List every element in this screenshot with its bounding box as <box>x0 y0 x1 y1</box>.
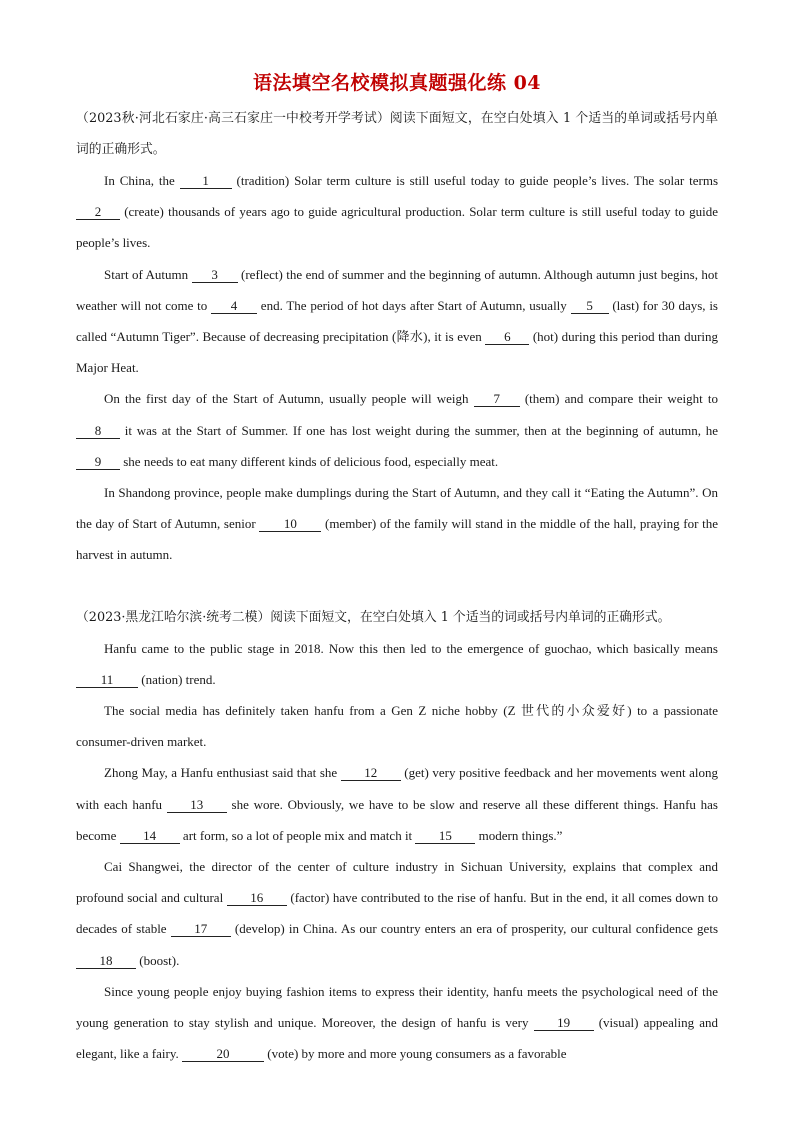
answer-blank-10[interactable]: 10 <box>259 516 321 532</box>
answer-blank-15[interactable]: 15 <box>415 828 475 844</box>
answer-blank-6[interactable]: 6 <box>485 329 529 345</box>
document-body <box>76 103 718 1069</box>
passage-paragraph: Zhong May, a Hanfu enthusiast said that she 12 (get) very positive feedback and her movements went along with each hanfu 13 she wore. Obviously, we have to be slow and reserve all these different things. Hanfu has become 14 art form, so a lot of people mix and match it 15 modern things.” <box>76 765 718 843</box>
section-gap <box>76 571 718 602</box>
passage-paragraph: Start of Autumn 3 (reflect) the end of summer and the beginning of autumn. Although autumn just begins, hot weather will not come to 4 end. The period of hot days after Start of Autumn, usually 5 (last) for 30 days, is called “Autumn Tiger”. Because of decreasing precipitation (降水), it is even 6 (hot) during this period than during Major Heat. <box>76 266 719 376</box>
answer-blank-9[interactable]: 9 <box>76 454 120 470</box>
answer-blank-16[interactable]: 16 <box>227 890 287 906</box>
answer-blank-17[interactable]: 17 <box>171 921 231 937</box>
answer-blank-12[interactable]: 12 <box>341 765 401 781</box>
passage-paragraph: The social media has definitely taken hanfu from a Gen Z niche hobby (Z 世代的小众爱好) to a passionate consumer-driven market. <box>76 703 718 750</box>
section-instructions: （2023秋·河北石家庄·高三石家庄一中校考开学考试）阅读下面短文，在空白处填入 1 个适当的单词或括号内单词的正确形式。 <box>76 111 718 157</box>
passage-paragraph: Since young people enjoy buying fashion items to express their identity, hanfu meets the psychological need of the young generation to stay stylish and unique. Moreover, the design of hanfu is very 19 (visual) appealing and elegant, like a fairy. 20 (vote) by more and more young consumers as a favorable <box>76 983 718 1062</box>
answer-blank-18[interactable]: 18 <box>76 953 136 969</box>
passage-paragraph: On the first day of the Start of Autumn, usually people will weigh 7 (them) and compare their weight to 8 it was at the Start of Summer. If one has lost weight during the summer, then at the beginning of autumn, he 9 she needs to eat many different kinds of delicious food, especially meat. <box>76 383 718 477</box>
answer-blank-11[interactable]: 11 <box>76 672 138 688</box>
section-instructions: （2023·黑龙江哈尔滨·统考二模）阅读下面短文，在空白处填入 1 个适当的词或括号内单词的正确形式。 <box>76 609 671 625</box>
answer-blank-3[interactable]: 3 <box>192 267 238 283</box>
answer-blank-13[interactable]: 13 <box>167 797 227 813</box>
passage-paragraph: Cai Shangwei, the director of the center of culture industry in Sichuan University, explains that complex and profound social and cultural 16 (factor) have contributed to the rise of hanfu. But in the end, it all comes down to decades of stable 17 (develop) in China. As our country enters an era of prosperity, our cultural confidence gets 18 (boost). <box>76 859 718 968</box>
answer-blank-14[interactable]: 14 <box>120 828 180 844</box>
answer-blank-5[interactable]: 5 <box>571 298 609 314</box>
answer-blank-20[interactable]: 20 <box>182 1046 264 1062</box>
page-title: 语法填空名校模拟真题强化练 04 <box>252 72 542 94</box>
answer-blank-7[interactable]: 7 <box>474 391 520 407</box>
answer-blank-1[interactable]: 1 <box>180 173 232 189</box>
answer-blank-8[interactable]: 8 <box>76 423 120 439</box>
answer-blank-19[interactable]: 19 <box>534 1015 594 1031</box>
passage-paragraph: In China, the 1 (tradition) Solar term culture is still useful today to guide people’s lives. The solar terms 2 (create) thousands of years ago to guide agricultural production. Solar term culture is still useful today to guide people’s lives. <box>76 173 718 251</box>
answer-blank-4[interactable]: 4 <box>211 298 257 314</box>
passage-paragraph: Hanfu came to the public stage in 2018. Now this then led to the emergence of guochao, which basically means 11 (nation) trend. <box>76 633 718 695</box>
passage-paragraph: In Shandong province, people make dumplings during the Start of Autumn, and they call it “Eating the Autumn”. On the day of Start of Autumn, senior 10 (member) of the family will stand in the middle of the hall, praying for the harvest in autumn. <box>76 485 718 563</box>
answer-blank-2[interactable]: 2 <box>76 204 120 220</box>
